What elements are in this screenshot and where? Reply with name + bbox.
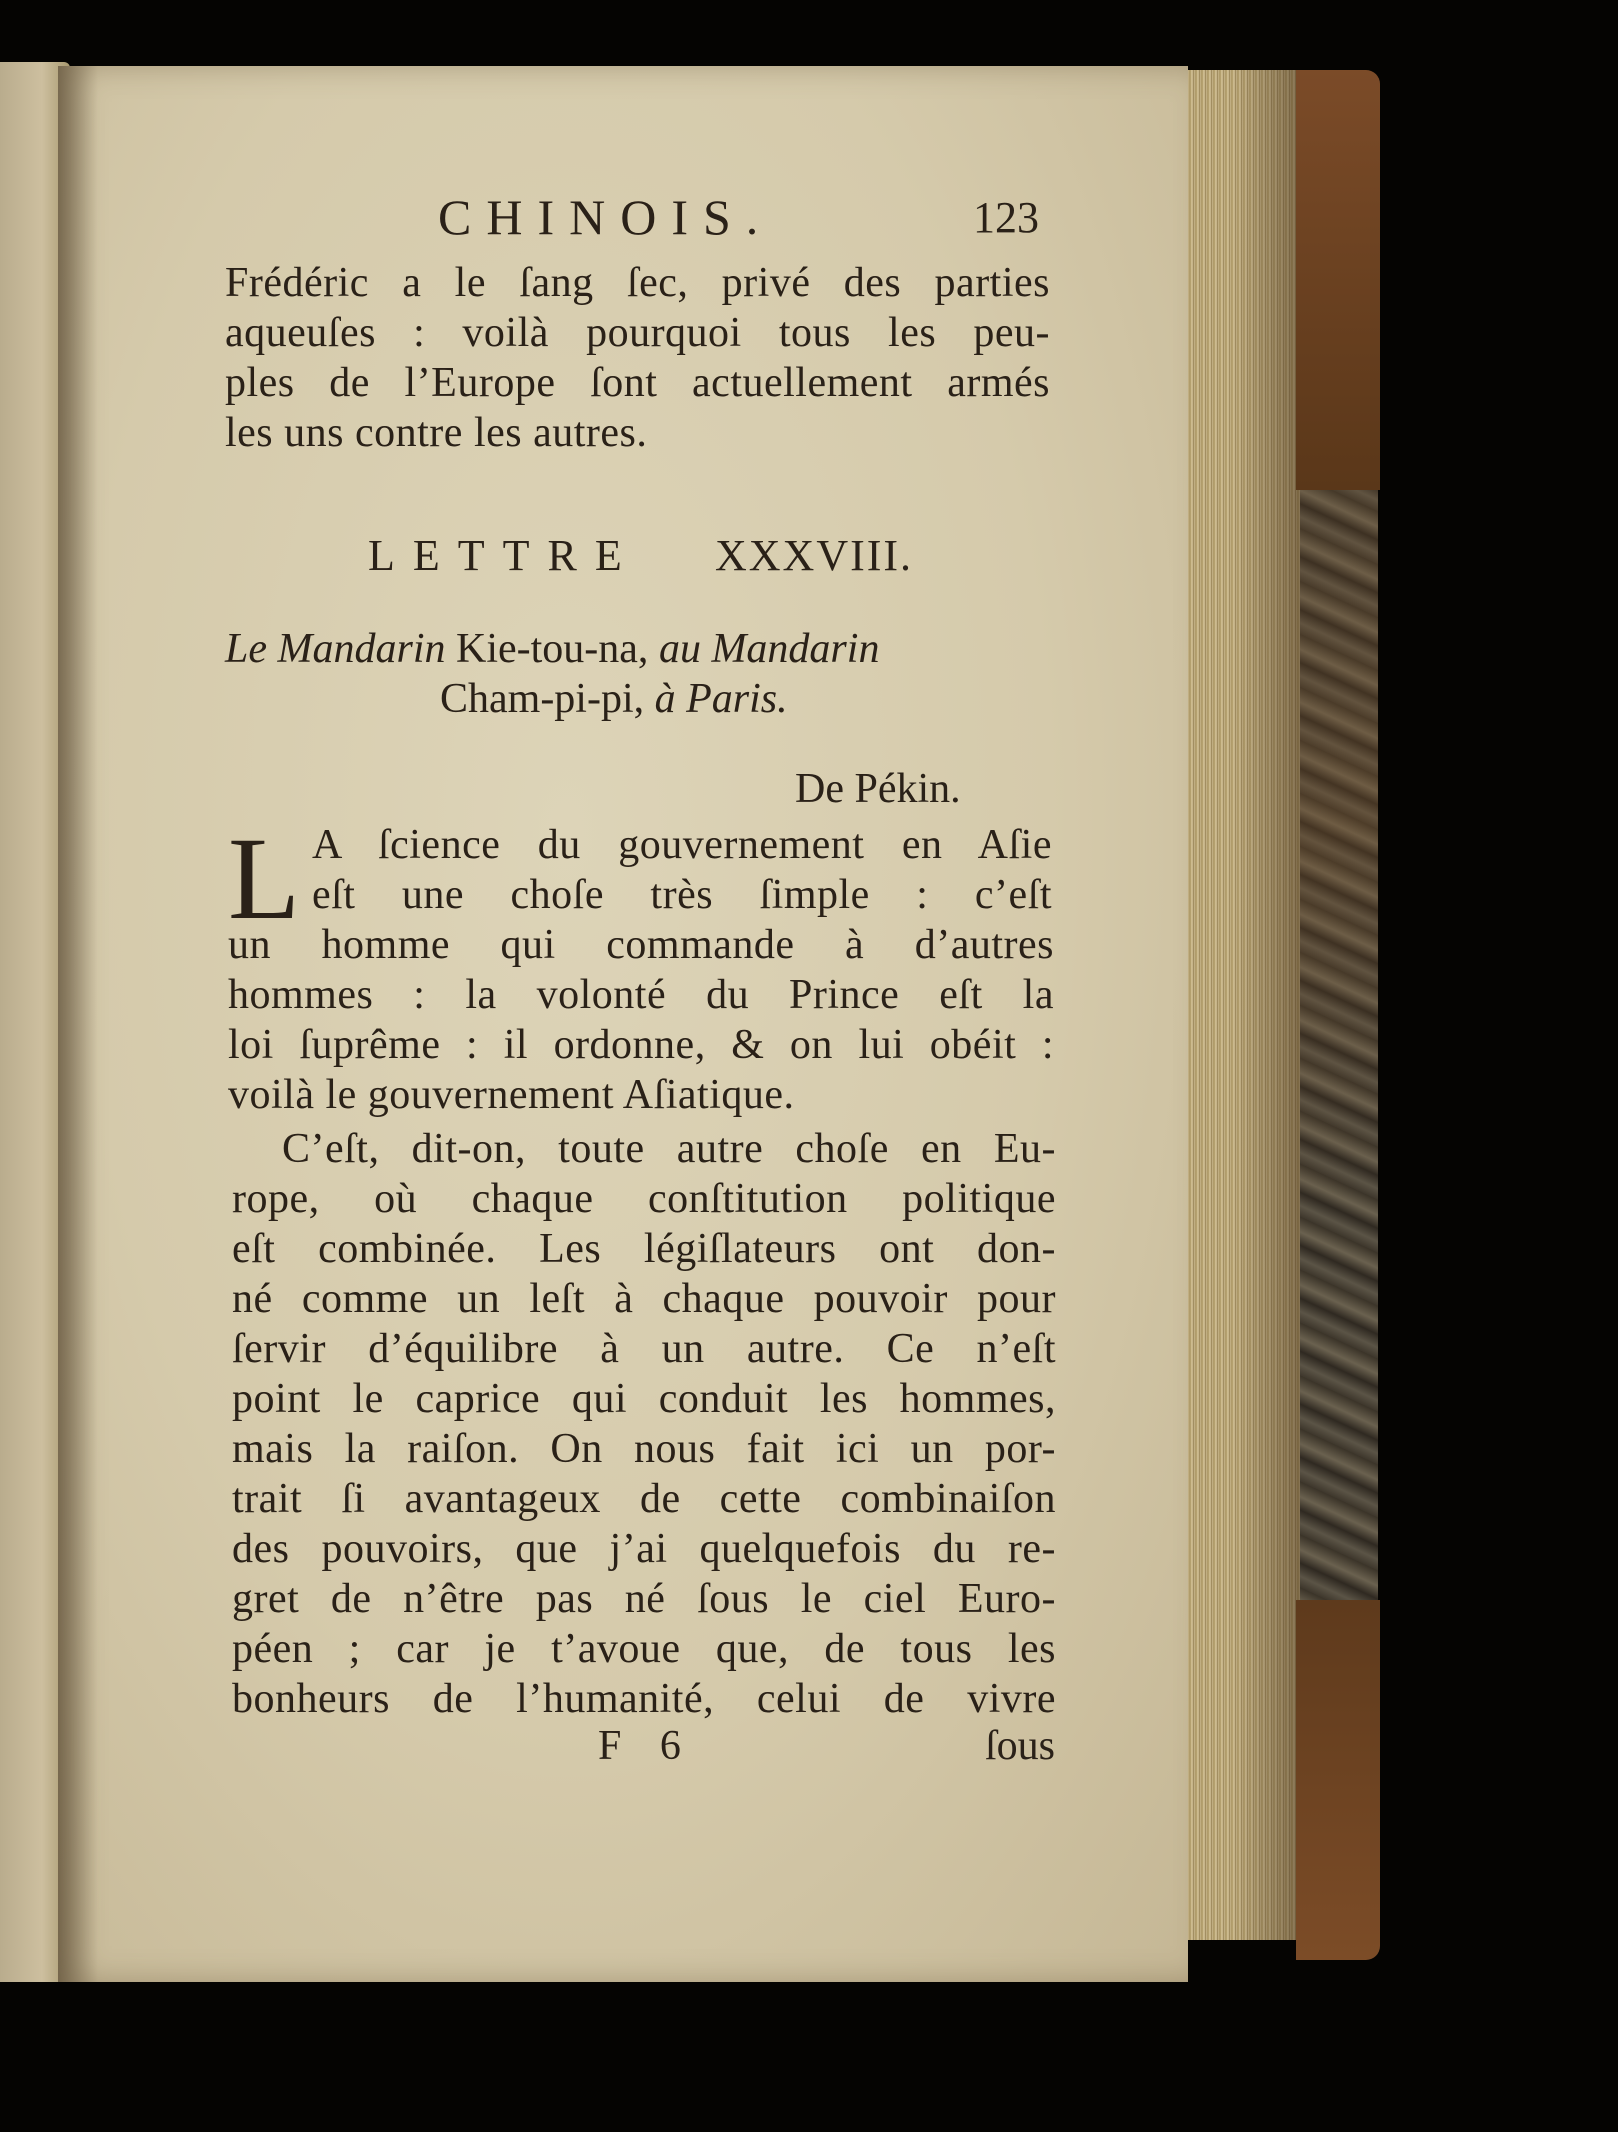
text-line: trait ſi avantageux de cette combinaiſon (232, 1476, 1056, 1522)
signature-mark: F 6 (598, 1723, 695, 1769)
letter-place: De Pékin. (795, 766, 961, 812)
recipient-place: à Paris. (654, 676, 788, 722)
letter-address-line-2 (440, 675, 788, 723)
paragraph-1 (228, 920, 1054, 1120)
text-line: des pouvoirs, que j’ai quelquefois du re- (232, 1526, 1056, 1572)
address-title: Le Mandarin (225, 626, 446, 672)
text-line: un homme qui commande à d’autres (228, 922, 1054, 968)
text-line: A ſcience du gouvernement en Aſie (312, 822, 1052, 868)
text-line: né comme un leſt à chaque pouvoir pour (232, 1276, 1056, 1322)
text-line: rope, où chaque conſtitution politique (232, 1176, 1056, 1222)
address-title: au Mandarin (658, 626, 880, 672)
first-lines-beside-drop-cap (312, 820, 1052, 920)
leather-corner-bottom (1296, 1600, 1380, 1960)
letter-heading: LETTRE (368, 531, 640, 580)
intro-paragraph (225, 258, 1050, 458)
text-line: point le caprice qui conduit les hommes, (232, 1376, 1056, 1422)
drop-cap: L (228, 813, 301, 944)
text-line: ples de l’Europe ſont actuellement armés (225, 360, 1050, 406)
text-line: péen ; car je t’avoue que, de tous les (232, 1626, 1056, 1672)
page-number: 123 (973, 193, 1039, 242)
text-line: voilà le gouvernement Aſiatique. (228, 1072, 795, 1118)
catchword: ſous (985, 1723, 1056, 1769)
leather-corner-top (1296, 70, 1380, 490)
text-line: loi ſuprême : il ordonne, & on lui obéit : (228, 1022, 1054, 1068)
recipient-name: Cham-pi-pi, (440, 676, 645, 722)
text-line: les uns contre les autres. (225, 410, 648, 456)
text-line: ſervir d’équilibre à un autre. Ce n’eſt (232, 1326, 1056, 1372)
text-line: C’eſt, dit-on, toute autre choſe en Eu- (282, 1126, 1056, 1172)
text-line: gret de n’être pas né ſous le ciel Euro- (232, 1576, 1056, 1622)
text-line: mais la raiſon. On nous fait ici un por- (232, 1426, 1056, 1472)
gutter-shadow (58, 66, 98, 1982)
text-line: bonheurs de l’humanité, celui de vivre (232, 1676, 1056, 1722)
text-line: eſt une choſe très ſimple : c’eſt (312, 872, 1052, 918)
running-head: CHINOIS. (438, 189, 774, 245)
letter-number: XXXVIII. (715, 531, 914, 580)
paragraph-2 (232, 1124, 1056, 1724)
text-line: aqueuſes : voilà pourquoi tous les peu- (225, 310, 1050, 356)
text-line: eſt combinée. Les légiſlateurs ont don- (232, 1226, 1056, 1272)
sender-name: Kie-tou-na, (456, 626, 649, 672)
text-line: hommes : la volonté du Prince eſt la (228, 972, 1054, 1018)
letter-address-line-1 (225, 625, 879, 673)
text-line: Frédéric a le ſang ſec, privé des parties (225, 260, 1050, 306)
